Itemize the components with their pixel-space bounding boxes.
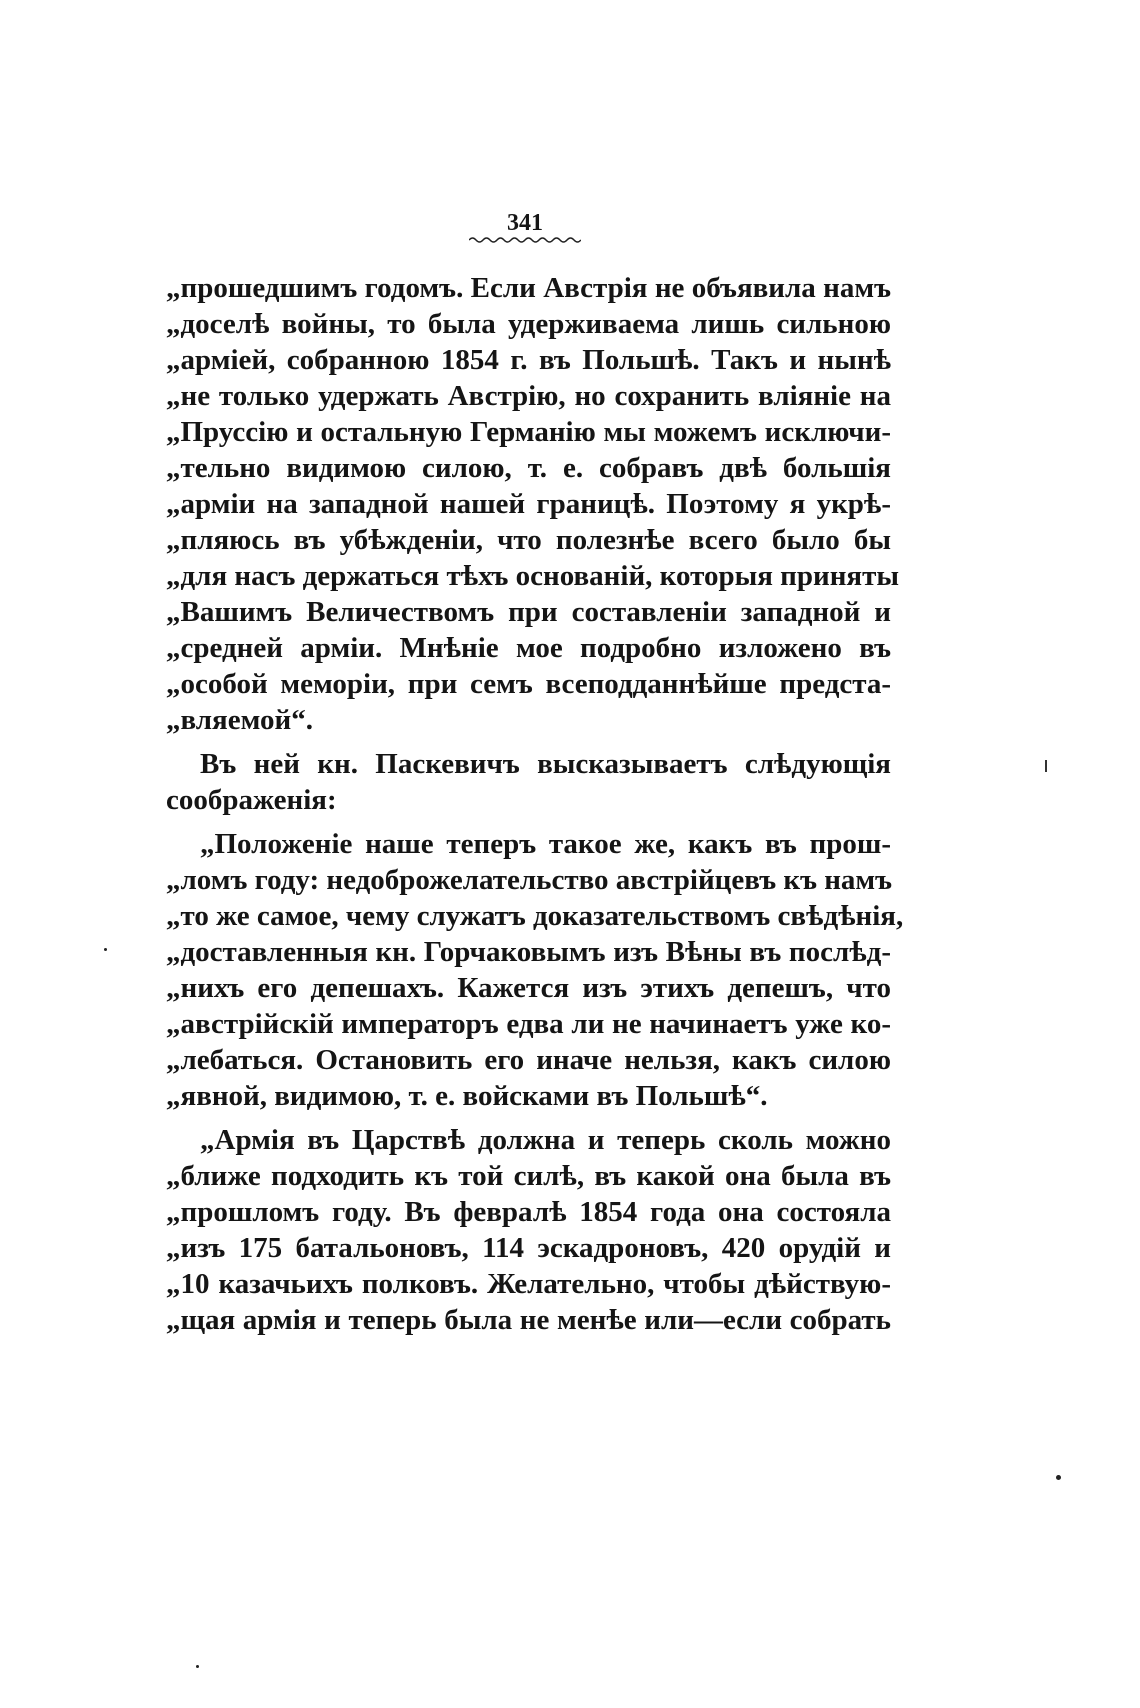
text-line: „щая армія и теперь была не менѣе или—если собрать bbox=[166, 1304, 891, 1336]
text-line: „пляюсь въ убѣжденіи, что полезнѣе всего было бы bbox=[166, 524, 891, 556]
text-line: „доставленныя кн. Горчаковымъ изъ Вѣны въ послѣд- bbox=[166, 936, 891, 968]
text-line: „австрійскій императоръ едва ли не начинаетъ уже ко- bbox=[166, 1008, 891, 1040]
paragraph bbox=[166, 826, 904, 1114]
text-line: „средней арміи. Мнѣніе мое подробно изложено въ bbox=[166, 632, 891, 664]
text-line: „прошедшимъ годомъ. Если Австрія не объявила намъ bbox=[166, 272, 891, 304]
text-line: „Пруссію и остальную Германію мы можемъ исключи- bbox=[166, 416, 891, 448]
text-line: „арміей, собранною 1854 г. въ Польшѣ. Такъ и нынѣ bbox=[166, 344, 891, 376]
text-line: „нихъ его депешахъ. Кажется изъ этихъ депешъ, что bbox=[166, 972, 891, 1004]
text-line: соображенія: bbox=[166, 784, 337, 816]
text-line: „лебаться. Остановить его иначе нельзя, какъ силою bbox=[166, 1044, 891, 1076]
scan-edge-mark bbox=[1045, 760, 1047, 772]
text-line: „арміи на западной нашей границѣ. Поэтому я укрѣ- bbox=[166, 488, 891, 520]
text-line: „Вашимъ Величествомъ при составленіи западной и bbox=[166, 596, 891, 628]
paragraph bbox=[166, 746, 891, 818]
text-line: „изъ 175 батальоновъ, 114 эскадроновъ, 420 орудій и bbox=[166, 1232, 891, 1264]
page-number: 341 bbox=[507, 210, 543, 236]
text-line: „то же самое, чему служатъ доказательствомъ свѣдѣнія, bbox=[166, 900, 904, 932]
paragraph bbox=[166, 1122, 891, 1338]
text-line: „ломъ году: недоброжелательство австрійцевъ къ намъ bbox=[166, 864, 893, 896]
page-header bbox=[460, 210, 590, 244]
text-line: „не только удержать Австрію, но сохранить вліяніе на bbox=[166, 380, 891, 412]
scan-speck bbox=[196, 1665, 199, 1668]
text-line: „Положеніе наше теперъ такое же, какъ въ прош- bbox=[200, 828, 891, 860]
text-line: „10 казачьихъ полковъ. Желательно, чтобы дѣйствую- bbox=[166, 1268, 891, 1300]
text-line: „тельно видимою силою, т. е. собравъ двѣ большія bbox=[166, 452, 891, 484]
text-line: „ближе подходить къ той силѣ, въ какой она была въ bbox=[166, 1160, 891, 1192]
text-line: „явной, видимою, т. е. войсками въ Польшѣ“. bbox=[166, 1080, 768, 1112]
paragraph bbox=[166, 270, 900, 738]
text-line: „вляемой“. bbox=[166, 704, 313, 736]
text-line: „особой меморіи, при семъ всеподданнѣйше предста- bbox=[166, 668, 891, 700]
scan-speck bbox=[1056, 1475, 1061, 1480]
text-line: „прошломъ году. Въ февралѣ 1854 года она состояла bbox=[166, 1196, 891, 1228]
body-text bbox=[166, 270, 904, 1338]
text-line: „доселѣ войны, то была удерживаема лишь сильною bbox=[166, 308, 891, 340]
text-line: „для насъ держаться тѣхъ основаній, которыя приняты bbox=[166, 560, 900, 592]
text-line: „Армія въ Царствѣ должна и теперь сколь можно bbox=[200, 1124, 891, 1156]
text-line: Въ ней кн. Паскевичъ высказываетъ слѣдующія bbox=[200, 748, 891, 780]
wavy-rule-ornament bbox=[469, 236, 581, 244]
scan-speck bbox=[104, 948, 107, 951]
